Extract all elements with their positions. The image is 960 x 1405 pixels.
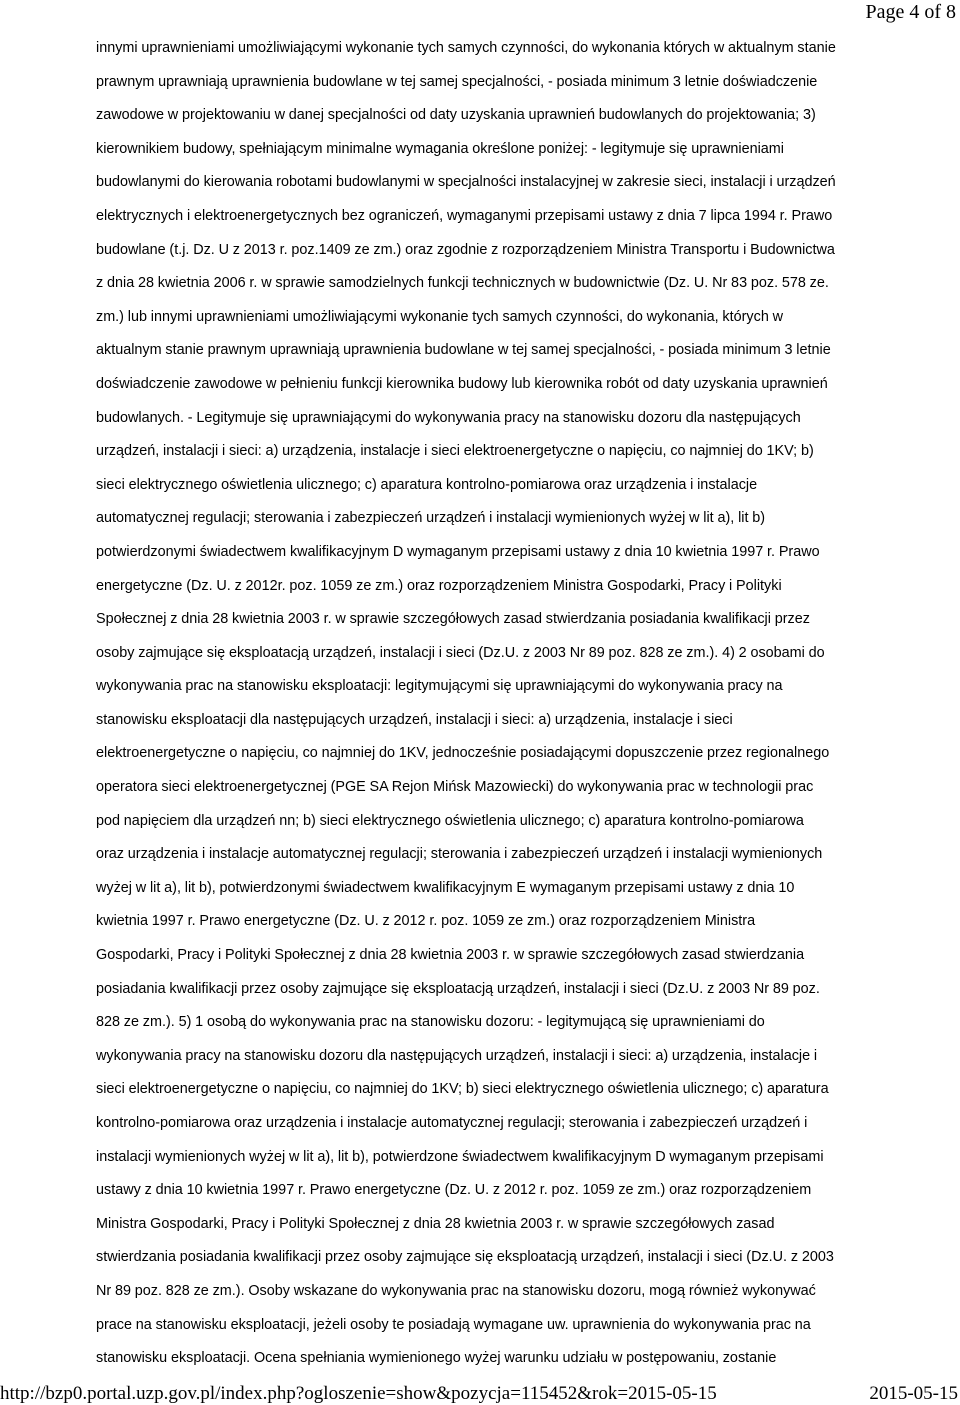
text-line: prawnym uprawniają uprawnienia budowlane w tej samej specjalności, - posiada minimum 3 letnie doświadczenie	[96, 73, 818, 90]
text-line: automatycznej regulacji; sterowania i zabezpieczeń urządzeń i instalacji wymienionych wyżej w lit a), lit b)	[96, 510, 766, 527]
text-line: energetyczne (Dz. U. z 2012r. poz. 1059 ze zm.) oraz rozporządzeniem Ministra Gospodarki, Pracy i Polityki	[96, 577, 782, 594]
text-line: kwietnia 1997 r. Prawo energetyczne (Dz. U. z 2012 r. poz. 1059 ze zm.) oraz rozporządzeniem Ministra	[96, 913, 756, 930]
text-line: urządzeń, instalacji i sieci: a) urządzenia, instalacje i sieci elektroenergetyczne o napięciu, co najmniej do 1KV; b)	[96, 443, 814, 460]
text-line: zm.) lub innymi uprawnieniami umożliwiającymi wykonanie tych samych czynności, do wykonania, których w	[96, 308, 784, 325]
text-line: stanowisku eksploatacji dla następujących urządzeń, instalacji i sieci: a) urządzenia, instalacje i sieci	[96, 711, 733, 728]
text-line: kierownikiem budowy, spełniającym minimalne wymagania określone poniżej: - legitymuje się uprawnieniami	[96, 140, 784, 157]
text-line: z dnia 28 kwietnia 2006 r. w sprawie samodzielnych funkcji technicznych w budownictwie (Dz. U. Nr 83 poz. 578 ze.	[96, 275, 829, 292]
text-line: kontrolno-pomiarowa oraz urządzenia i instalacje automatycznej regulacji; sterowania i zabezpieczeń urządzeń i	[96, 1115, 808, 1131]
text-line: ustawy z dnia 10 kwietnia 1997 r. Prawo energetyczne (Dz. U. z 2012 r. poz. 1059 ze zm.) oraz rozporządzeniem	[96, 1182, 812, 1199]
text-line: Gospodarki, Pracy i Polityki Społecznej z dnia 28 kwietnia 2003 r. w sprawie szczegółowych zasad stwierdzania	[96, 947, 805, 964]
text-line: zawodowe w projektowaniu w danej specjalności od daty uzyskania uprawnień budowlanych do projektowania; 3)	[96, 107, 816, 124]
text-line: instalacji wymienionych wyżej w lit a), lit b), potwierdzone świadectwem kwalifikacyjnym D wymaganym przepisami	[96, 1148, 824, 1165]
text-line: aktualnym stanie prawnym uprawniają uprawnienia budowlane w tej samej specjalności, - posiada minimum 3 letnie	[96, 342, 831, 359]
text-line: budowlane (t.j. Dz. U z 2013 r. poz.1409 ze zm.) oraz zgodnie z rozporządzeniem Ministra Transportu i Budownictwa	[96, 241, 835, 258]
text-line: elektrycznych i elektroenergetycznych bez ograniczeń, wymaganymi przepisami ustawy z dnia 7 lipca 1994 r. Prawo	[96, 207, 833, 224]
text-line: wykonywania pracy na stanowisku dozoru dla następujących urządzeń, instalacji i sieci: a) urządzenia, instalacje i	[96, 1047, 818, 1064]
text-line: pod napięciem dla urządzeń nn; b) sieci elektrycznego oświetlenia ulicznego; c) aparatura kontrolno-pomiarowa	[96, 812, 804, 829]
footer-date: 2015-05-15	[869, 1383, 958, 1404]
text-line: 828 ze zm.). 5) 1 osobą do wykonywania prac na stanowisku dozoru: - legitymującą się uprawnieniami do	[96, 1014, 765, 1031]
text-line: potwierdzonymi świadectwem kwalifikacyjnym D wymaganym przepisami ustawy z dnia 10 kwietnia 1997 r. Prawo	[96, 543, 820, 560]
text-line: wykonywania prac na stanowisku eksploatacji: legitymującymi się uprawniającymi do wykonywania pracy na	[96, 678, 783, 695]
text-line: sieci elektroenergetyczne o napięciu, co najmniej do 1KV; b) sieci elektrycznego oświetlenia ulicznego; c) aparatura	[96, 1081, 829, 1098]
text-line: budowlanych. - Legitymuje się uprawniającymi do wykonywania pracy na stanowisku dozoru dla następujących	[96, 409, 801, 426]
text-line: operatora sieci elektroenergetycznej (PGE SA Rejon Mińsk Mazowiecki) do wykonywania prac w technologii prac	[96, 779, 814, 796]
text-line: osoby zajmujące się eksploatacją urządzeń, instalacji i sieci (Dz.U. z 2003 Nr 89 poz. 828 ze zm.). 4) 2 osobami do	[96, 644, 825, 661]
text-line: wyżej w lit a), lit b), potwierdzonymi świadectwem kwalifikacyjnym E wymaganym przepisami ustawy z dnia 10	[96, 879, 795, 896]
text-line: doświadczenie zawodowe w pełnieniu funkcji kierownika budowy lub kierownika robót od daty uzyskania uprawnień	[96, 375, 828, 392]
text-line: posiadania kwalifikacji przez osoby zajmujące się eksploatacją urządzeń, instalacji i sieci (Dz.U. z 2003 Nr 89 poz.	[96, 980, 820, 997]
text-line: Nr 89 poz. 828 ze zm.). Osoby wskazane do wykonywania prac na stanowisku dozoru, mogą również wykonywać	[96, 1282, 816, 1299]
text-line: oraz urządzenia i instalacje automatycznej regulacji; sterowania i zabezpieczeń urządzeń i instalacji wymienionych	[96, 846, 823, 863]
text-line: Społecznej z dnia 28 kwietnia 2003 r. w sprawie szczegółowych zasad stwierdzania posiadania kwalifikacji przez	[96, 611, 810, 628]
text-line: Ministra Gospodarki, Pracy i Polityki Społecznej z dnia 28 kwietnia 2003 r. w sprawie szczegółowych zasad	[96, 1215, 775, 1232]
text-line: elektroenergetyczne o napięciu, co najmniej do 1KV, jednocześnie posiadającymi dopuszczenie przez regionalnego	[96, 745, 830, 762]
text-line: sieci elektrycznego oświetlenia ulicznego; c) aparatura kontrolno-pomiarowa oraz urządzenia i instalacje	[96, 476, 758, 493]
text-line: stanowisku eksploatacji. Ocena spełniania wymienionego wyżej warunku udziału w postępowaniu, zostanie	[96, 1350, 777, 1367]
text-line: budowlanymi do kierowania robotami budowlanymi w specjalności instalacyjnej w zakresie sieci, instalacji i urządzeń	[96, 174, 836, 191]
text-line: stwierdzania posiadania kwalifikacji przez osoby zajmujące się eksploatacją urządzeń, instalacji i sieci (Dz.U. z 2003	[96, 1249, 834, 1266]
page-number: Page 4 of 8	[865, 1, 956, 23]
document-body	[96, 32, 960, 1376]
footer-url: http://bzp0.portal.uzp.gov.pl/index.php?ogloszenie=show&pozycja=115452&rok=2015-05-15	[0, 1383, 717, 1404]
text-line: innymi uprawnieniami umożliwiającymi wykonanie tych samych czynności, do wykonania których w aktualnym stanie	[96, 40, 836, 56]
text-line: prace na stanowisku eksploatacji, jeżeli osoby te posiadają wymagane uw. uprawnienia do wykonywania prac na	[96, 1316, 811, 1333]
